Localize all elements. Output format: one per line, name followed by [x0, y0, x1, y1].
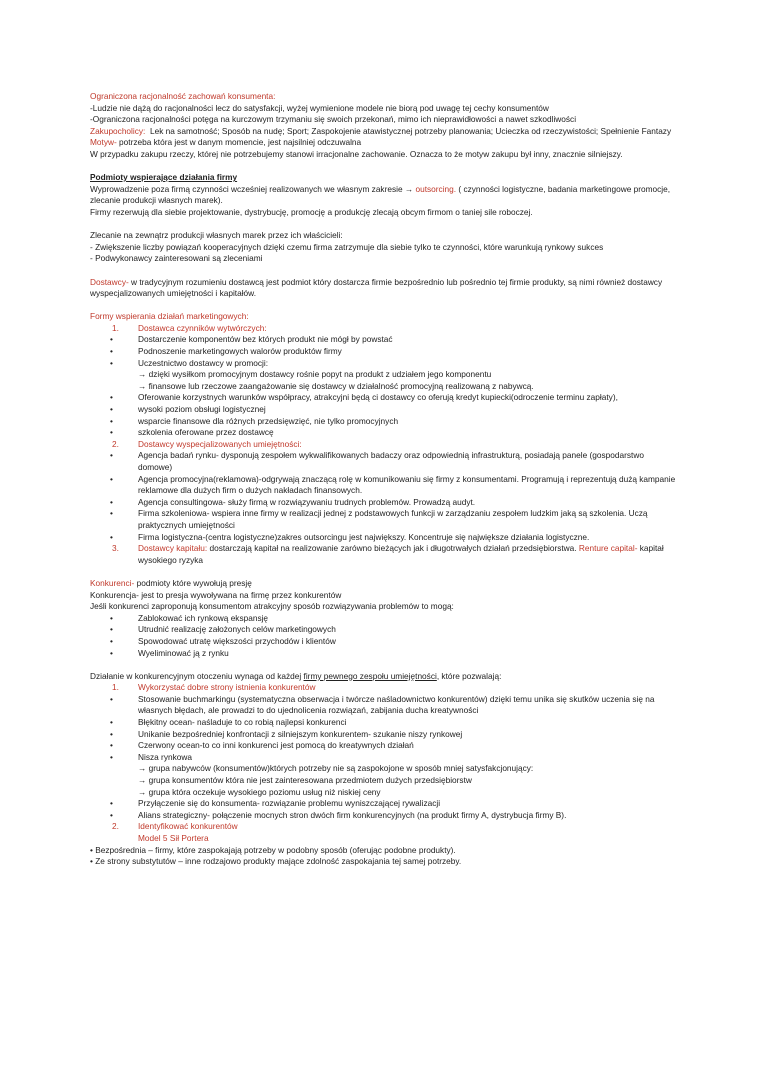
paragraph: Dostawcy- w tradycyjnym rozumieniu dostawcą jest podmiot który dostarcza firmie bezpośrednio lub pośrednio tej firmie produkty, są nimi również dostawcy wyspecjalizowanych umiejętności i kapitałów.: [90, 276, 663, 299]
list-item: • Podnoszenie marketingowych walorów produktów firmy: [110, 346, 342, 357]
paragraph: Jeśli konkurenci zaproponują konsumentom atrakcyjny sposób rozwiązywania problemów to mogą:: [90, 601, 454, 612]
paragraph: [90, 137, 680, 149]
paragraph: -Ludzie nie dążą do racjonalności lecz do satysfakcji, wyżej wymienione modele nie biorą pod uwagę tej cechy konsumentów: [90, 102, 549, 113]
term-label: Konkurenci-: [90, 577, 135, 588]
paragraph: Konkurenci- podmioty które wywołują presję: [90, 577, 252, 588]
list-item: • Przyłączenie się do konsumenta- rozwiązanie problemu wyniszczającej rywalizacji: [110, 798, 441, 809]
paragraph: • Ze strony substytutów – inne rodzajowo produkty mające zdolność zaspokajania tej samej potrzeby.: [90, 856, 462, 867]
list-item: • Zablokować ich rynkową ekspansję: [110, 612, 269, 623]
document-page: [90, 91, 680, 868]
term-text: Lek na samotność; Sposób na nudę; Sport; Zaspokojenie atawistycznej potrzeby planowania; Ucieczka od rzeczywistości; Spełnienie Fantazy: [149, 125, 672, 136]
list-item: • Wyeliminować ją z rynku: [110, 647, 229, 658]
sub-item: → grupa nabywców (konsumentów)których potrzeby nie są zaspokojone w sposób mniej satysfakcjonujący:: [138, 763, 534, 774]
list-item: • Uczestnictwo dostawcy w promocji:: [110, 357, 269, 368]
list-item: • Alians strategiczny- połączenie mocnych stron dwóch firm konkurencyjnych (na produkt firmy A, dystrybucja firmy B).: [110, 809, 567, 820]
section-heading: Formy wspierania działań marketingowych:: [90, 311, 249, 322]
list-item: • Unikanie bezpośredniej konfrontacji z silniejszym konkurentem- szukanie niszy rynkowej: [110, 728, 463, 739]
term-text: potrzeba która jest w danym momencie, jest najsilniej odczuwalna: [116, 137, 362, 148]
list-item: • Czerwony ocean-to co inni konkurenci jest pomocą do kreatywnych działań: [110, 740, 414, 751]
list-item: • Agencja consultingowa- służy firmą w rozwiązywaniu trudnych problemów. Prowadzą audyt.: [110, 496, 476, 507]
numbered-item: 2. Dostawcy wyspecjalizowanych umiejętności:: [112, 438, 302, 449]
paragraph: Działanie w konkurencyjnym otoczeniu wynaga od każdej firmy pewnego zespołu umiejętności, które pozwalają:: [90, 670, 502, 681]
paragraph: - Zwiększenie liczby powiązań kooperacyjnych dzięki czemu firma zatrzymuje dla siebie tylko te czynności, które warunkują rynkowy sukces: [90, 241, 604, 252]
sub-item: → finansowe lub rzeczowe zaangażowanie się dostawcy w działalność promocyjną realizowaną z nabywcą.: [138, 380, 534, 391]
list-item: • wsparcie finansowe dla różnych przedsięwzięć, nie tylko promocyjnych: [110, 415, 399, 426]
paragraph: • Bezpośrednia – firmy, które zaspokajają potrzeby w podobny sposób (oferując podobne produkty).: [90, 844, 456, 855]
term-label: Motyw-: [90, 137, 117, 148]
numbered-item: 3. Dostawcy kapitału: dostarczają kapitał na realizowanie zarówno bieżących jak i długotrwałych działań przedsiębiorstwa. Renture capital- kapitał wysokiego ryzyka: [112, 543, 664, 565]
list-item: • Stosowanie buchmarkingu (systematyczna obserwacja i twórcze naśladownictwo konkurentów) dzięki temu unika się skutków uczenia się na własnych błędach, ale prowadzi to do ujednolicenia rozwiązań, zabijania ducha kreatywności: [110, 693, 655, 716]
term-label: outsorcing.: [415, 183, 457, 194]
paragraph: [90, 126, 680, 138]
list-item: • Nisza rynkowa: [110, 751, 192, 762]
paragraph: Wyprowadzenie poza firmą czynności wcześniej realizowanych we własnym zakresie → outsorcing. ( czynności logistyczne, badania marketingowe promocje, zlecanie produkcji własnych marek).: [90, 183, 671, 206]
sub-heading: Model 5 Sił Portera: [138, 833, 209, 843]
list-item: • Agencja promocyjna(reklamowa)-odgrywają znaczącą rolę w komunikowaniu się firmy z konsumentami. Programują i reprezentują dużą kampanie reklamowe dla dużych firm o dużych nakładach finansowych.: [110, 473, 676, 496]
sub-item: → grupa która oczekuje wysokiego poziomu usług niż niskiej ceny: [138, 786, 381, 797]
numbered-item: 1. Wykorzystać dobre strony istnienia konkurentów: [112, 682, 316, 693]
numbered-item: 1. Dostawca czynników wytwórczych:: [112, 322, 267, 333]
list-item: • Firma logistyczna-(centra logistyczne)zakres outsorcingu jest największy. Koncentruje się największe działania logistyczne.: [110, 531, 590, 542]
section-heading: Podmioty wspierające działania firmy: [90, 172, 238, 183]
list-item: • Agencja badań rynku- dysponują zespołem wykwalifikowanych badaczy oraz odpowiednią infrastrukturą, posiadają panele (gospodarstwo domowe): [110, 450, 644, 472]
list-item: • szkolenia oferowane przez dostawcę: [110, 427, 274, 438]
term-label: Dostawcy-: [90, 276, 129, 287]
paragraph: Konkurencja- jest to presja wywoływana na firmę przez konkurentów: [90, 589, 342, 600]
list-item: • Utrudnić realizację założonych celów marketingowych: [110, 624, 336, 635]
sub-item: → dzięki wysiłkom promocyjnym dostawcy rośnie popyt na produkt z udziałem jego komponentu: [138, 369, 492, 380]
list-item: • Firma szkoleniowa- wspiera inne firmy w realizacji jednej z podstawowych funkcji w zarządzaniu zespołem ludzkim jaką są szkolenia. Uczą praktycznych umiejętności: [110, 508, 648, 530]
numbered-item: 2. Identyfikować konkurentów: [112, 821, 238, 832]
paragraph: -Ograniczona racjonalności potęga na kurczowym trzymaniu się swoich przekonań, mimo ich nieprawidłowości a nawet szkodliwości: [90, 114, 577, 125]
section-heading: Ograniczona racjonalność zachowań konsumenta:: [90, 91, 276, 101]
paragraph: Zlecanie na zewnątrz produkcji własnych marek przez ich właścicieli:: [90, 230, 343, 241]
term-label: Zakupocholicy:: [90, 125, 146, 136]
list-item: • Dostarczenie komponentów bez których produkt nie mógł by powstać: [110, 334, 393, 345]
list-item: • Oferowanie korzystnych warunków współpracy, atrakcyjni będą ci dostawcy co oferują kredyt kupiecki(odroczenie terminu zapłaty),: [110, 392, 618, 403]
list-item: • Spowodować utratę większości przychodów i klientów: [110, 635, 336, 646]
list-item: • wysoki poziom obsługi logistycznej: [110, 404, 266, 415]
paragraph: W przypadku zakupu rzeczy, której nie potrzebujemy stanowi irracjonalne zachowanie. Oznacza to że motyw zakupu był inny, znacznie silniejszy.: [90, 148, 623, 159]
paragraph: Firmy rezerwują dla siebie projektowanie, dystrybucję, promocję a produkcję zlecają obcym firmom o taniej sile roboczej.: [90, 206, 533, 217]
sub-item: → grupa konsumentów która nie jest zainteresowana przedmiotem dużych przedsiębiorstw: [138, 775, 472, 786]
list-item: • Błękitny ocean- naśladuje to co robią najlepsi konkurenci: [110, 717, 347, 728]
paragraph: - Podwykonawcy zainteresowani są zleceniami: [90, 253, 263, 264]
